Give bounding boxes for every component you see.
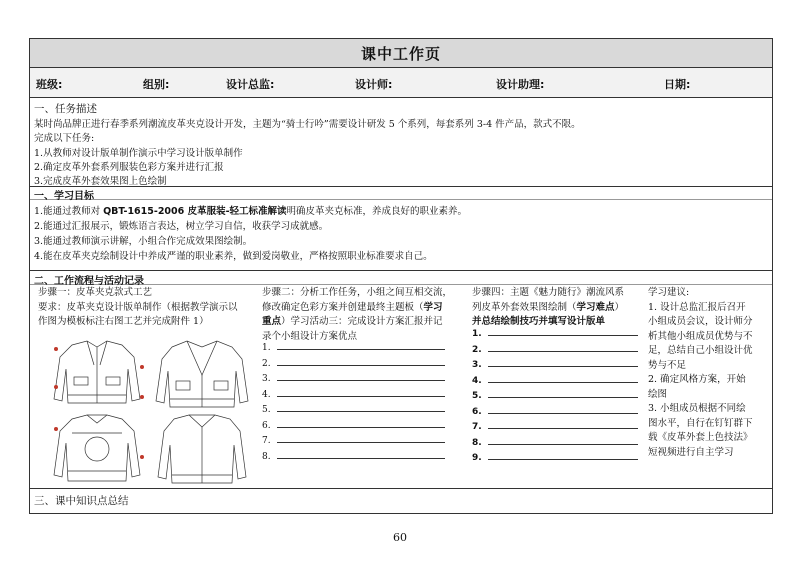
title-row (30, 39, 772, 68)
step2-line-2-text: 修改确定色彩方案并创建最终主题板（ (262, 301, 424, 313)
task-item-1: 1.从教师对设计版单制作演示中学习设计版单制作 (34, 148, 243, 159)
blank-number: 7. (262, 436, 271, 446)
step3-line-2 (472, 301, 644, 316)
step2-key-point-b: 重点 (262, 316, 282, 327)
step3-blank-3[interactable] (472, 360, 638, 370)
goals-heading: 一、学习目标 (34, 191, 94, 202)
advice-line-1: 1. 设计总监汇报后召开 (648, 301, 746, 313)
jacket-side-sketch (156, 341, 248, 407)
step2-blank-5[interactable] (262, 405, 445, 415)
blank-number: 5. (262, 405, 271, 415)
advice-line-3: 析其他小组成员优势与不 (648, 330, 753, 342)
step2-key-point-a: 学习 (423, 301, 443, 313)
class-label: 班级: (36, 78, 63, 91)
blank-number: 1. (472, 329, 482, 339)
blank-number: 9. (472, 453, 482, 463)
goal-item-4: 4.能在皮革夹克绘制设计中养成严谨的职业素养，做到爱岗敬业，严格按照职业标准要求自己。 (34, 251, 433, 262)
goal-item-1-standard: QBT-1615-2006 皮革服装-轻工标准解读 (103, 206, 287, 217)
advice-line-9: 图水平，自行在钉钉群下 (648, 417, 753, 429)
step2-column (262, 286, 462, 344)
step3-line-3: 并总结绘制技巧并填写设计版单 (472, 316, 606, 327)
summary-section (30, 489, 772, 515)
step1-title: 步骤一：皮革夹克款式工艺 (38, 287, 153, 298)
blank-number: 6. (472, 406, 482, 417)
assistant-label: 设计助理: (496, 78, 545, 91)
step3-blank-8[interactable] (472, 438, 638, 448)
designer-label: 设计师: (355, 78, 393, 91)
blank-number: 3. (472, 360, 482, 370)
goals-heading-bar (30, 187, 772, 200)
step2-blank-4[interactable] (262, 390, 445, 400)
advice-heading: 学习建议: (648, 287, 690, 298)
step3-blank-4[interactable] (472, 376, 638, 386)
info-row (30, 68, 772, 98)
step1-requirement: 要求：皮革夹克设计版单制作（根据教学演示以 (38, 301, 238, 313)
blank-number: 8. (262, 451, 271, 462)
step2-blank-2[interactable] (262, 359, 445, 369)
jacket-front-sketch (54, 341, 140, 403)
blank-number: 4. (262, 389, 271, 400)
blank-number: 2. (262, 358, 271, 369)
blank-number: 4. (472, 375, 482, 386)
step3-blank-7[interactable] (472, 422, 638, 432)
blank-number: 5. (472, 391, 482, 401)
advice-column (648, 286, 770, 460)
advice-line-2: 小组成员会议，设计师分 (648, 316, 753, 327)
step2-line-2 (262, 301, 462, 316)
task-complete-label: 完成以下任务: (34, 133, 95, 144)
step2-blank-1[interactable] (262, 343, 445, 353)
step3-line-1: 步骤四：主题《魅力随行》潮流风系 (472, 287, 625, 298)
step3-difficulty: 学习难点 (576, 301, 615, 313)
advice-line-7: 绘图 (648, 388, 668, 400)
blank-number: 1. (262, 343, 271, 353)
goals-section (30, 187, 772, 271)
step2-blank-6[interactable] (262, 421, 445, 431)
task-item-2: 2.确定皮革外套系列服装色彩方案并进行汇报 (34, 162, 224, 173)
step2-line-3-text: ）学习活动三：完成设计方案汇报并记 (281, 316, 443, 327)
group-label: 组别: (143, 78, 170, 91)
blank-number: 3. (262, 374, 271, 384)
task-item-3: 3.完成皮革外套效果图上色绘制 (34, 176, 167, 187)
jacket-sketches (42, 337, 252, 485)
task-heading: 一、任务描述 (34, 103, 97, 115)
goal-item-1-suffix: 明确皮革夹克标准，养成良好的职业素养。 (286, 206, 468, 217)
goal-item-1-prefix: 1.能通过教师对 (34, 206, 104, 217)
advice-line-10: 载《皮革外套上色技法》 (648, 432, 753, 443)
advice-line-4: 足，总结自己小组设计优 (648, 345, 753, 356)
blank-number: 7. (472, 422, 482, 432)
step1-column (38, 286, 258, 330)
goal-item-1 (34, 203, 467, 217)
advice-line-6: 2. 确定风格方案，开始 (648, 374, 746, 385)
advice-line-8: 3. 小组成员根据不同绘 (648, 403, 746, 414)
step3-line-2-text: 列皮革外套效果图绘制（ (472, 301, 577, 313)
flow-heading: 二、工作流程与活动记录 (34, 276, 144, 287)
advice-line-11: 短视频进行自主学习 (648, 446, 734, 458)
step3-column (472, 286, 644, 330)
step3-line-2-close: ） (614, 301, 625, 313)
flow-section (30, 271, 772, 489)
step3-blank-2[interactable] (472, 345, 638, 355)
step2-blank-8[interactable] (262, 452, 445, 462)
step3-blank-1[interactable] (472, 329, 638, 339)
step2-line-4: 录个小组设计方案优点 (262, 330, 358, 342)
goal-item-2: 2.能通过汇报展示，锻炼语言表达，树立学习自信，收获学习成就感。 (34, 221, 329, 232)
blank-number: 2. (472, 344, 482, 355)
step2-blank-7[interactable] (262, 436, 445, 446)
advice-line-5: 势与不足 (648, 359, 687, 371)
page-number: 60 (393, 531, 407, 544)
blank-number: 8. (472, 437, 482, 448)
step1-requirement-cont: 作图为模板标注右图工艺并完成附件 1） (38, 316, 209, 327)
step3-blank-5[interactable] (472, 391, 638, 401)
step3-blank-6[interactable] (472, 407, 638, 417)
director-label: 设计总监: (226, 78, 275, 91)
jacket-back-sketch (54, 415, 140, 481)
task-description: 某时尚品牌正进行春季系列潮流皮革夹克设计开发，主题为“骑士行吟”需要设计研发 5 个系列，每套系列 3-4 件产品，款式不限。 (34, 119, 581, 130)
summary-heading: 三、课中知识点总结 (34, 495, 129, 507)
date-label: 日期: (664, 78, 691, 91)
step2-blank-3[interactable] (262, 374, 445, 384)
step2-line-1: 步骤二：分析工作任务，小组之间互相交流， (262, 287, 453, 298)
blank-number: 6. (262, 420, 271, 431)
page-title: 课中工作页 (360, 44, 441, 63)
worksheet-table (29, 38, 773, 514)
goal-item-3: 3.能通过教师演示讲解，小组合作完成效果图绘制。 (34, 236, 253, 247)
jacket-back-alt-sketch (158, 415, 246, 483)
step3-blank-9[interactable] (472, 453, 638, 463)
task-section (30, 98, 772, 187)
step2-line-3 (262, 315, 462, 330)
